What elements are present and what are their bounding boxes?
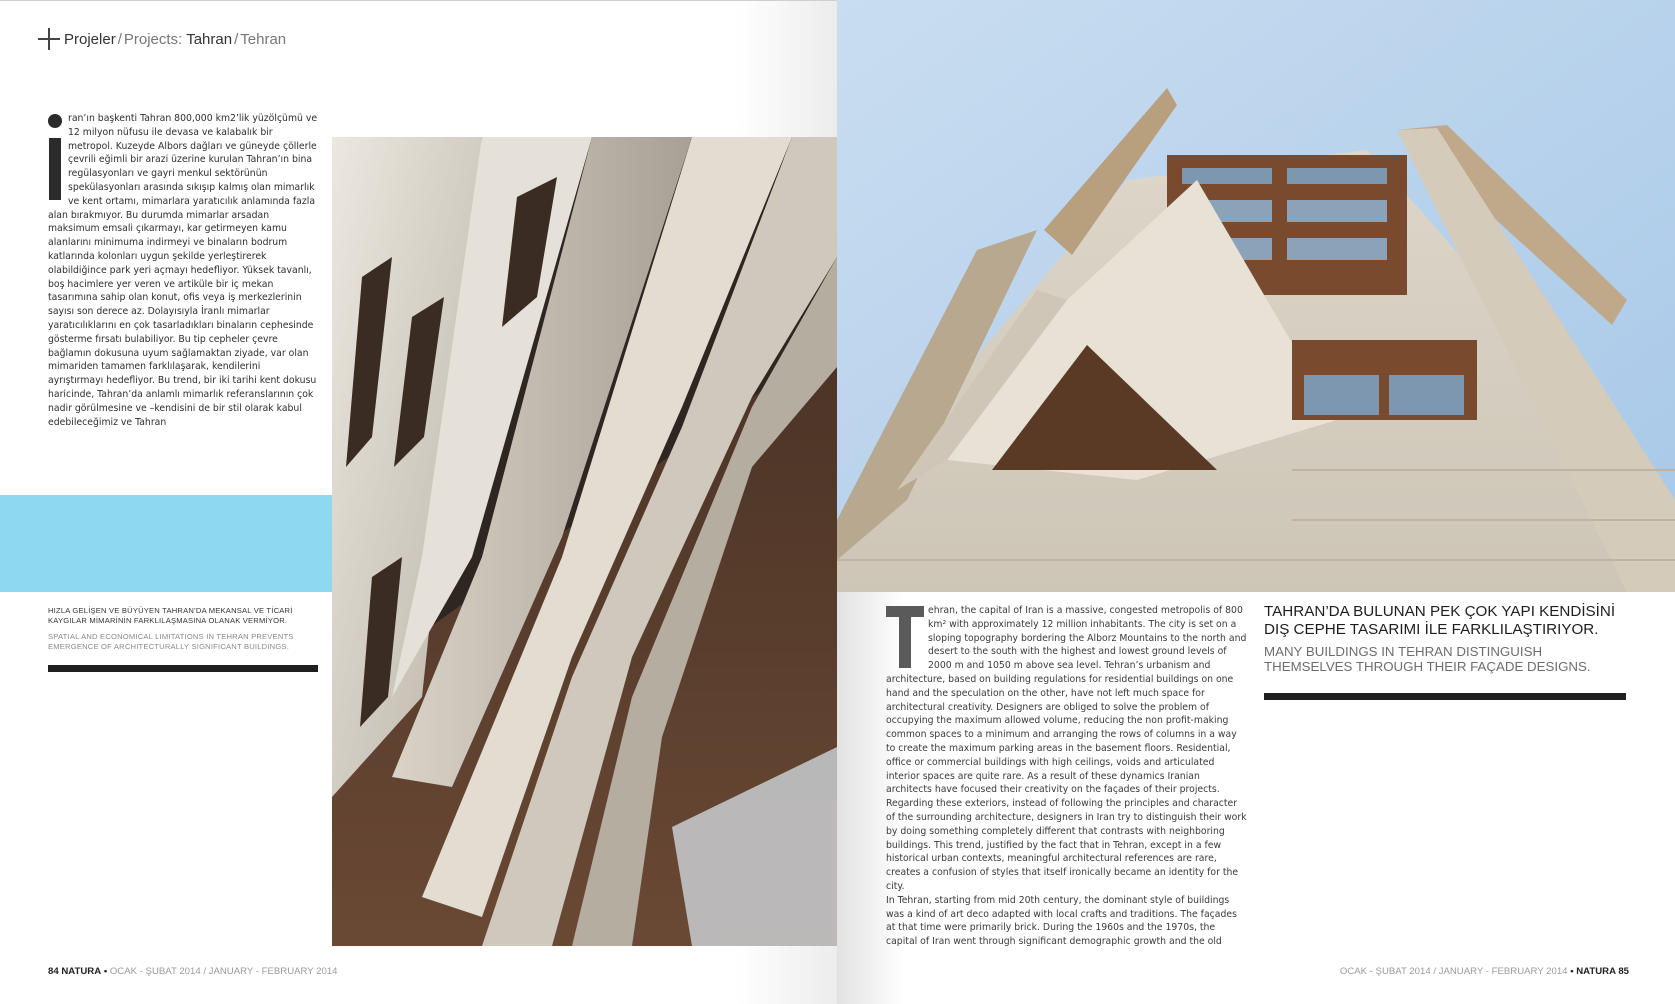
issue-date-left: OCAK - ŞUBAT 2014 / JANUARY - FEBRUARY 2014 (109, 966, 338, 977)
pull-quote-en: MANY BUILDINGS IN TEHRAN DISTINGUISH THEMSELVES THROUGH THEIR FAÇADE DESIGNS. (1264, 644, 1591, 675)
folio-left (48, 966, 338, 977)
article-body-en-paragraph-1: ehran, the capital of Iran is a massive, congested metropolis of 800 km² with approximately 12 million inhabitants. The city is set on a sloping topography bordering the Alborz Mountains to the north and desert to the south with the highest and lowest ground levels of 2000 m and 1050 m above sea level. Tehran’s urbanism and architecture, based on building regulations for residential buildings on one hand and the speculation on the other, have not left much space for architectural creativity. Designers are obliged to solve the problem of occupying the maximum allowed volume, reducing the non profit-making common spaces to a minimum and arranging the rows of columns in a way to create the maximum parking areas in the basement floors. Residential, office or commercial buildings with high ceilings, voids and articulated interior spaces are quite rare. As a result of these dynamics Iranian architects have focused their creativity on the façades of their projects. Regarding these exteriors, instead of following the principles and character of the surrounding architecture, designers in Iran try to distinguish their work by doing something completely different that contrasts with neighboring buildings. This trend, justified by the fact that in Tehran, except in a few historical urban contexts, meaningful architectural references are rare, creates a confusion of styles that itself ironically became an identity for the city. (886, 605, 1247, 892)
pull-quote-rule (1264, 693, 1626, 700)
breadcrumb-separator-2: / (234, 30, 239, 48)
breadcrumb (38, 26, 286, 52)
facade-illustration-left (332, 137, 837, 946)
dropcap-t-stem (899, 606, 911, 668)
dropcap-stem (49, 138, 61, 200)
caption-en: SPATIAL AND ECONOMICAL LIMITATIONS IN TEHRAN PREVENTS EMERGENCE OF ARCHITECTURALLY SIGNIFICANT BUILDINGS. (48, 632, 294, 651)
dropcap-t (886, 606, 924, 670)
folio-bullet-left: • (103, 966, 108, 977)
breadcrumb-separator: / (117, 30, 122, 48)
article-body-tr-text: ran’ın başkenti Tahran 800,000 km2’lik yüzölçümü ve 12 milyon nüfusu ile devasa ve kalabalık bir metropol. Kuzeyde Albors dağları ve güneyde çöllerle çevrili eğimli bir arazi üzerine kurulan Tahran’ın bina regülasyonları ve gayri menkul sektörünün spekülasyonları arasında sıkışıp kalmış olan mimarlık ve kent ortamı, mimarlara yaratıcılık anlamında fazla alan bırakmıyor. Bu durumda mimarlar arsadan maksimum emsali çıkarmayı, kar getirmeyen kamu alanlarını minimuma indirmeyi ve binaların bodrum katlarında kolonları uygun şekilde yerleştirerek olabildiğince park yeri açmayı hedefliyor. Yüksek tavanlı, boş hacimlere yer veren ve artiküle bir iç mekan tasarımına sahip olan konut, ofis veya iş merkezlerinin sayısı son derece az. Dolayısıyla İranlı mimarlar yaratıcılıklarını en çok tasarladıkları binaların cephesinde gösterme fırsatı bulabiliyor. Bu tip cepheler çevre bağlamın dokusuna uyum sağlamaktan ziyade, var olan mimariden tamamen farklılaşarak, kendilerini ayrıştırmayı hedefliyor. Bu trend, bir iki tarihi kent dokusu haricinde, Tahran’da anlamlı mimarlık referanslarının çok nadir görülmesine ve –kendisini de bir stil olarak kabul edebileceğimiz ve Tahran (48, 113, 318, 428)
accent-band (0, 495, 332, 592)
issue-date-right: OCAK - ŞUBAT 2014 / JANUARY - FEBRUARY 2014 (1339, 966, 1568, 977)
dropcap-dot (48, 114, 62, 128)
page-number-left: 84 NATURA (48, 966, 102, 977)
caption-tr: HIZLA GELİŞEN VE BÜYÜYEN TAHRAN’DA MEKANSAL VE TİCARİ KAYGILAR MİMARİNİN FARKLILAŞMASINA OLANAK VERMİYOR. (48, 606, 293, 625)
article-body-tr (48, 112, 318, 429)
page-number-right: NATURA 85 (1576, 966, 1629, 977)
breadcrumb-city-en: Tehran (240, 30, 287, 48)
article-body-en (886, 604, 1248, 949)
pull-quote-tr: TAHRAN’DA BULUNAN PEK ÇOK YAPI KENDİSİNİ DIŞ CEPHE TASARIMI İLE FARKLILAŞTIRIYOR. (1264, 603, 1616, 638)
article-body-en-paragraph-2: In Tehran, starting from mid 20th century, the dominant style of buildings was a kind of art deco adapted with local crafts and traditions. The façades at that time were primarily brick. During the 1960s and the 1970s, the capital of Iran went through significant demographic growth and the old (886, 894, 1237, 948)
pull-quote (1264, 603, 1629, 700)
folio-right (1340, 966, 1629, 977)
photo-caption (48, 606, 318, 672)
plus-icon (38, 28, 60, 50)
facade-photo-left (332, 137, 837, 946)
folio-bullet-right: • (1570, 966, 1574, 977)
breadcrumb-section-en: Projects: (123, 30, 183, 48)
dropcap-i (48, 114, 62, 202)
facade-photo-right (837, 0, 1675, 592)
facade-illustration-right (837, 0, 1675, 592)
breadcrumb-section-tr: Projeler (64, 30, 116, 48)
caption-rule (48, 665, 318, 672)
breadcrumb-city-tr: Tahran (186, 30, 233, 48)
